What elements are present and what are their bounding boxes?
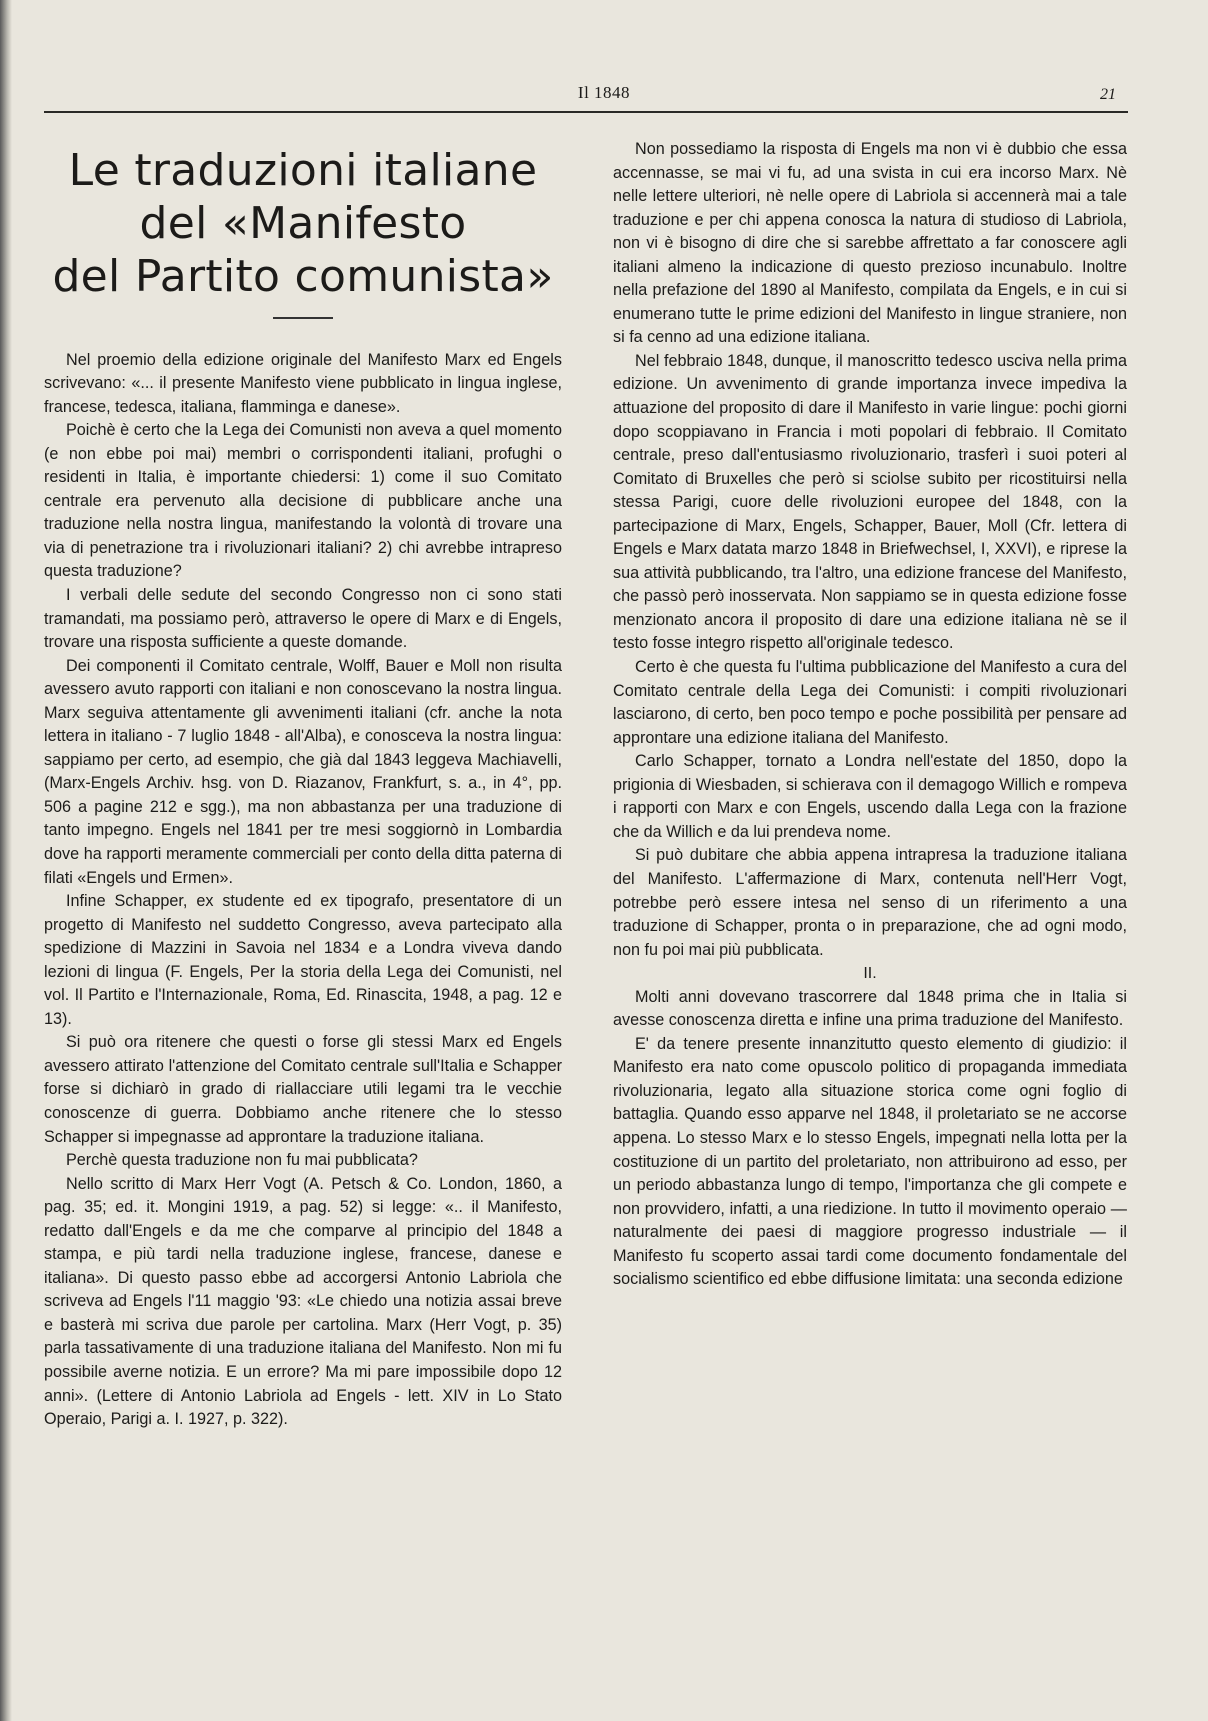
title-rule: [273, 317, 333, 319]
page-number: 21: [1100, 86, 1116, 103]
paragraph: I verbali delle sedute del secondo Congresso non ci sono stati tramandati, ma possiamo però, attraverso le opere di Marx e di Engels, trovare una risposta sufficiente a queste domande.: [44, 585, 562, 652]
paragraph: Si può dubitare che abbia appena intrapresa la traduzione italiana del Manifesto. L'affermazione di Marx, contenuta nell'Herr Vogt, potrebbe però essere intesa nel senso di un riferimento a una traduzione di Schapper, pronta o in preparazione, che ad ogni modo, non fu poi mai più pubblicata.: [613, 846, 1127, 959]
paragraph: Nel proemio della edizione originale del Manifesto Marx ed Engels scrivevano: «... il presente Manifesto viene pubblicato in lingua inglese, francese, tedesca, italiana, flamminga e danese».: [44, 350, 562, 416]
header-rule: [44, 111, 1128, 113]
paragraph: Molti anni dovevano trascorrere dal 1848 prima che in Italia si avesse conoscenza diretta e infine una prima traduzione del Manifesto.: [613, 987, 1127, 1030]
paragraph: Nello scritto di Marx Herr Vogt (A. Petsch & Co. London, 1860, a pag. 35; ed. it. Mongini 1919, a pag. 52) si legge: «.. il Manifesto, redatto dall'Engels e da me che comparve al principio del 1848 a stampa, e più tardi nella traduzione inglese, francese, danese e italiana». Di questo passo ebbe ad accorgersi Antonio Labriola che scriveva ad Engels l'11 maggio '93: «Le chiedo una notizia assai breve e basterà mi scriva due parole per cartolina. Marx (Herr Vogt, p. 35) parla tassativamente di una traduzione italiana del Manifesto. Non mi fu possibile averne notizia. E un errore? Ma mi pare impossibile dopo 12 anni». (Lettere di Antonio Labriola ad Engels - lett. XIV in Lo Stato Operaio, Parigi a. I. 1927, p. 322).: [44, 1174, 562, 1429]
left-column: [44, 138, 562, 1432]
running-head: Il 1848: [577, 83, 631, 102]
article-title: [44, 144, 562, 303]
title-line-1: Le traduzioni italiane: [68, 145, 538, 196]
title-line-2: del «Manifesto: [139, 198, 467, 249]
paragraph: Perchè questa traduzione non fu mai pubblicata?: [66, 1151, 418, 1170]
paragraph: E' da tenere presente innanzitutto questo elemento di giudizio: il Manifesto era nato come opuscolo politico di propaganda immediata rivoluzionaria, legato alla situazione storica come ogni foglio di battaglia. Quando esso apparve nel 1848, il proletariato se ne accorse appena. Lo stesso Marx e lo stesso Engels, impegnati nella lotta per la costituzione di un partito del proletariato, non attribuirono ad esso, per un periodo abbastanza lungo di tempo, l'importanza che gli compete e non provvidero, infatti, a una riedizione. In tutto il movimento operaio — naturalmente dei paesi di maggiore progresso industriale — il Manifesto fu scoperto assai tardi come documento fondamentale del socialismo scientifico ed ebbe diffusione limitata: una seconda edizione: [613, 1034, 1127, 1289]
paragraph: Infine Schapper, ex studente ed ex tipografo, presentatore di un progetto di Manifesto nel suddetto Congresso, aveva partecipato alla spedizione di Mazzini in Savoia nel 1834 e a Londra viveva dando lezioni di lingua (F. Engels, Per la storia della Lega dei Comunisti, nel vol. Il Partito e l'Internazionale, Roma, Ed. Rinascita, 1948, a pag. 12 e 13).: [44, 892, 562, 1028]
paragraph: Nel febbraio 1848, dunque, il manoscritto tedesco usciva nella prima edizione. Un avvenimento di grande importanza invece impediva la attuazione del proposito di dare il Manifesto in varie lingue: pochi giorni dopo scoppiavano in Francia i moti popolari di febbraio. Il Comitato centrale, preso dall'entusiasmo rivoluzionario, trasferì i suoi poteri al Comitato di Bruxelles che però si sciolse subito per ricostituirsi nella stessa Parigi, cuore delle rivoluzioni europee del 1848, con la partecipazione di Marx, Engels, Schapper, Bauer, Moll (Cfr. lettera di Engels e Marx datata marzo 1848 in Briefwechsel, I, XXVI), e riprese la sua attività pubblicando, tra l'altro, una edizione francese del Manifesto, che passò però inosservata. Non sappiamo se in questa edizione fosse menzionato ancora il proposito di dare una edizione italiana nè se il testo fosse integro rispetto all'originale tedesco.: [613, 351, 1127, 653]
title-line-3: del Partito comunista»: [52, 251, 554, 302]
page-binding-shadow: [0, 0, 12, 1721]
section-heading: II.: [863, 965, 877, 983]
paragraph: Non possediamo la risposta di Engels ma non vi è dubbio che essa accennasse, se mai vi fu, ad una svista in cui era incorso Marx. Nè nelle lettere ulteriori, nè nelle opere di Labriola si accennerà mai a tale traduzione e per chi appena conosca la natura di studioso di Labriola, non vi è bisogno di dire che si sarebbe affrettato a far conoscere agli italiani almeno la indicazione di questo prezioso incunabulo. Inoltre nella prefazione del 1890 al Manifesto, compilata da Engels, e in cui si enumerano tutte le prime edizioni del Manifesto in lingue straniere, non si fa cenno ad una edizione italiana.: [613, 140, 1127, 347]
paragraph: Si può ora ritenere che questi o forse gli stessi Marx ed Engels avessero attirato l'attenzione del Comitato centrale sull'Italia e Schapper forse si dichiarò in grado di riallacciare utili legami tra le vecchie conoscenze di guerra. Dobbiamo anche ritenere che lo stesso Schapper si impegnasse ad approntare la traduzione italiana.: [44, 1033, 562, 1146]
paragraph: Dei componenti il Comitato centrale, Wolff, Bauer e Moll non risulta avessero avuto rapporti con italiani e non conoscevano la nostra lingua. Marx seguiva attentamente gli avvenimenti italiani (cfr. anche la nota lettera in italiano - 7 luglio 1848 - all'Alba), e conosceva la nostra lingua: sappiamo per certo, ad esempio, che già dal 1843 leggeva Machiavelli, (Marx-Engels Archiv. hsg. von D. Riazanov, Frankfurt, s. a., in 4°, pp. 506 a pagine 212 e sgg.), ma non abbastanza per una traduzione di tanto impegno. Engels nel 1841 per tre mesi soggiornò in Lombardia dove ha rapporti meramente commerciali per conto della ditta paterna di filati «Engels und Ermen».: [44, 656, 562, 887]
paragraph: Carlo Schapper, tornato a Londra nell'estate del 1850, dopo la prigionia di Wiesbaden, si schierava con il demagogo Willich e rompeva i rapporti con Marx e con Engels, uscendo dalla Lega con la frazione che da Willich e da lui prendeva nome.: [613, 752, 1127, 841]
right-column: [613, 138, 1127, 1292]
paragraph: Poichè è certo che la Lega dei Comunisti non aveva a quel momento (e non ebbe poi mai) membri o corrispondenti italiani, profughi o residenti in Italia, è importante chiedersi: 1) come il suo Comitato centrale era pervenuto alla decisione di pubblicare anche una traduzione nella nostra lingua, manifestando la volontà di trovare una via di penetrazione tra i rivoluzionari italiani? 2) chi avrebbe intrapreso questa traduzione?: [44, 421, 562, 581]
paragraph: Certo è che questa fu l'ultima pubblicazione del Manifesto a cura del Comitato centrale della Lega dei Comunisti: i compiti rivoluzionari lasciarono, di certo, ben poco tempo e poche possibilità per pensare ad approntare una edizione italiana del Manifesto.: [613, 658, 1127, 747]
